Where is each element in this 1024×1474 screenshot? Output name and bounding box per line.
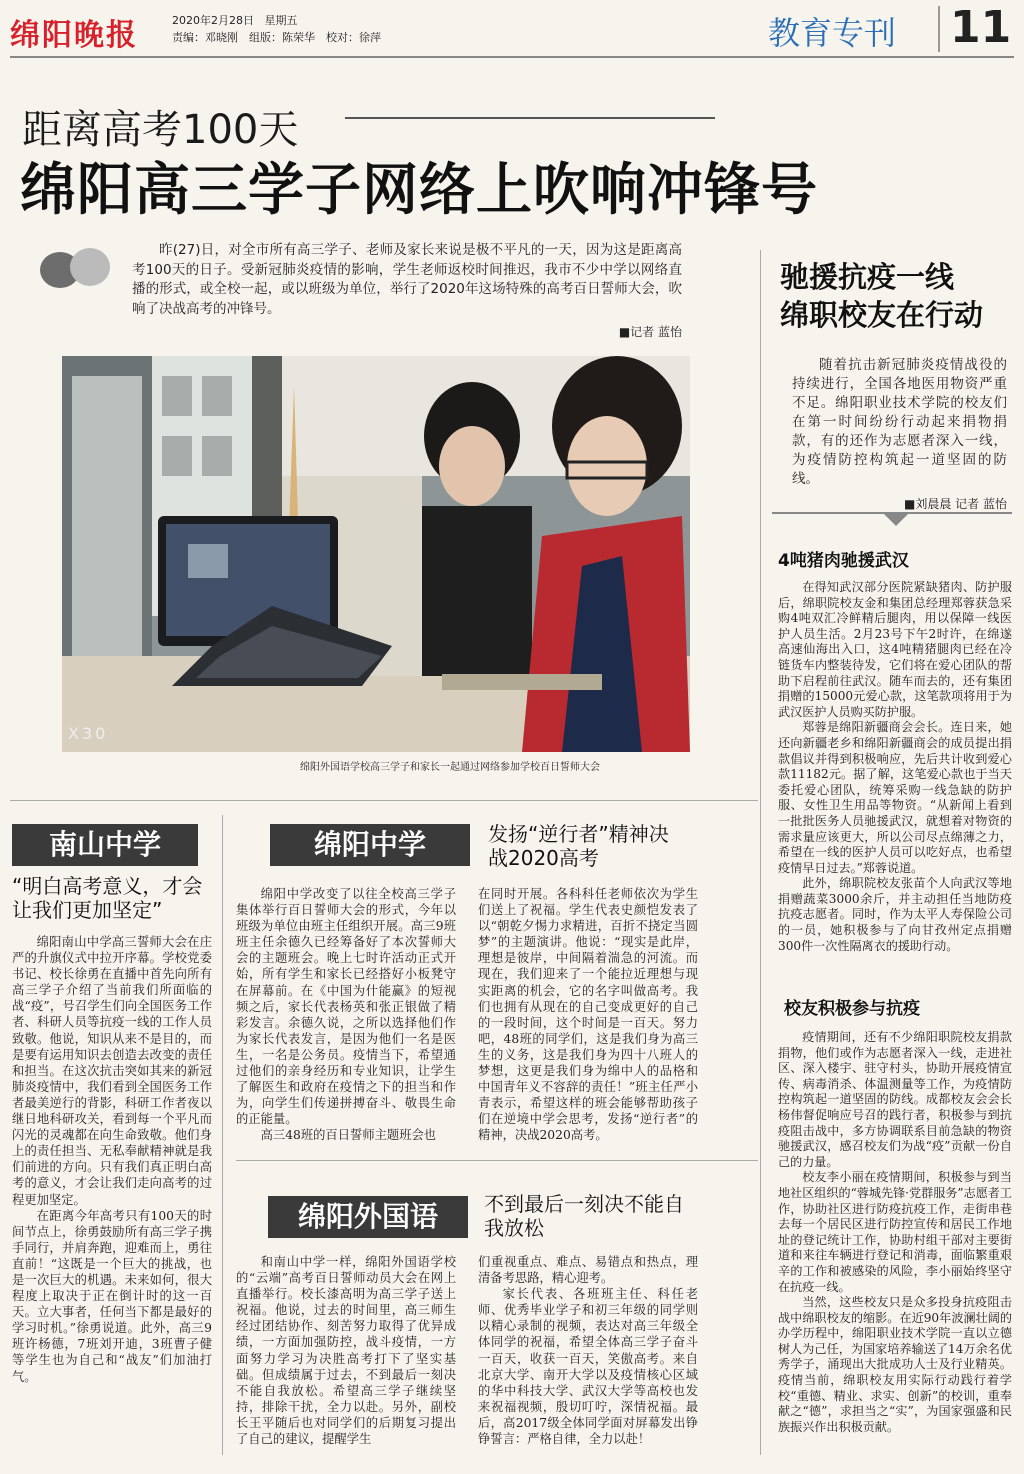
section-divider <box>938 6 940 52</box>
editor-credits: 责编：邓晓刚 组版：陈荣华 校对：徐萍 <box>172 31 381 44</box>
section-name: 教育专刊 <box>768 14 897 52</box>
right-para: 此外，绵职院校友张苗个人向武汉等地捐赠蔬菜3000余斤，并主动担任当地防疫抗疫志愿者。同时，作为太平人寿保险公司的一员，她积极参与了向甘孜州定点捐赠300件一次性隔离衣的援助行动。 <box>778 876 1012 953</box>
nanshan-para: 绵阳南山中学高三誓师大会在庄严的升旗仪式中拉开序幕。学校党委书记、校长徐勇在直播中首先向所有高三学子介绍了当前我们所面临的战“疫”，号召学生们向全国医务工作者、科研人员等抗疫一线的工作人员致敬。他说，知识从来不是目的，而是要有运用知识去创造去改变的责任和担当。在这次抗击突如其来的新冠肺炎疫情中，我们看到全国医务工作者最美逆行的背影，科研工作者夜以继日地科研攻关，看到每一个平凡而闪光的灵魂都在向生命致敬。他们身上的责任担当、无私奉献精神就是我们前进的方向。只有我们真正明白高考的意义，才会让我们走向高考的过程更加坚定。 <box>12 935 212 1207</box>
kicker-rule <box>345 117 715 119</box>
section-rule <box>10 800 758 801</box>
lead-byline: ■记者 蓝怡 <box>618 325 682 339</box>
right-lead-text: 随着抗击新冠肺炎疫情战役的持续进行，全国各地医用物资严重不足。绵阳职业技术学院的校友们在第一时间纷纷行动起来捐物捐款，有的还作为志愿者深入一线，为疫情防控构筑起一道坚固的防线。 <box>792 357 1007 487</box>
mianzhong-para: 绵阳中学改变了以往全校高三学子集体举行百日誓师大会的形式，今年以班级为单位由班主任组织开展。高三9班班主任余德久已经筹备好了本次誓师大会的主题班会。晚上七时许活动正式开始，所有学生和家长已经搭好小板凳守在屏幕前。在《中国为什能赢》的短视频之后，家长代表杨英和张正银做了精彩发言。余德久说，之所以选择他们作为家长代表发言，是因为他们一名是医生，一名是公务员。疫情当下，希望通过他们的亲身经历和专业知识，让学生了解医生和政府在疫情之下的担当和作为，向学生们传递拼搏奋斗、敬畏生命的正能量。 <box>236 887 456 1127</box>
mianzhong-subhead: 发扬“逆行者”精神决战2020高考 <box>488 822 669 870</box>
mianzhong-para: 高三48班的百日誓师主题班会也 <box>260 1128 437 1143</box>
lead-text: 昨(27)日，对全市所有高三学子、老师及家长来说是极不平凡的一天，因为这是距离高考100天的日子。受新冠肺炎疫情的影响，学生老师返校时间推迟，我市不少中学以网络直播的形式，或全校一起，或以班级为单位，举行了2020年这场特殊的高考百日誓师大会，吹响了决战高考的冲锋号。 <box>132 242 682 317</box>
main-photo <box>62 356 690 752</box>
right-headline <box>780 258 983 334</box>
mianzhong-body-b <box>478 886 698 1144</box>
mianzhong-banner: 绵阳中学 <box>270 824 470 866</box>
right-lead <box>792 356 1007 514</box>
column-rule <box>760 250 761 1455</box>
waiguoyu-subhead: 不到最后一刻决不能自我放松 <box>484 1192 684 1240</box>
newspaper-logo: 绵阳晚报 <box>10 18 138 53</box>
nanshan-para: 在距离今年高考只有100天的时间节点上，徐勇鼓励所有高三学子携手同行，并肩奔跑，迎难而上，勇往直前！“这既是一个巨大的挑战，也是一次巨大的机遇。未来如何，很大程度上取决于正在倒计时的这一百天。立大事者，任何当下都是最好的学习时机。”徐勇说道。此外，高三9班许杨德，7班刘开迪，3班曹子健等学生也为自己和“战友”们加油打气。 <box>12 1208 212 1384</box>
waiguoyu-para: 们重视重点、难点、易错点和热点，理清备考思路，精心迎考。 <box>478 1255 698 1286</box>
waiguoyu-para: 和南山中学一样，绵阳外国语学校的“云端”高考百日誓师动员大会在网上直播举行。校长漆高明为高三学子送上祝福。他说，过去的时间里，高三师生经过团结协作、刻苦努力取得了优异成绩，一方面加强防控，战斗疫情，一方面努力学习为决胜高考打下了坚实基础。但成绩属于过去，不到最后一刻决不能自我放松。希望高三学子继续坚持，排除干扰，全力以赴。另外，副校长王平随后也对同学们的后期复习提出了自己的建议，提醒学生 <box>236 1255 456 1447</box>
lead-paragraph <box>132 241 682 343</box>
issue-weekday: 星期五 <box>264 14 298 27</box>
speech-bubble-icon <box>70 248 110 286</box>
waiguoyu-body-a <box>236 1254 456 1447</box>
waiguoyu-body-b <box>478 1254 698 1447</box>
column-rule <box>222 815 223 1455</box>
photo-illustration <box>62 356 690 752</box>
issue-date: 2020年2月28日 <box>172 14 254 27</box>
nanshan-subhead: “明白高考意义，才会让我们更加坚定” <box>12 874 203 922</box>
nanshan-banner: 南山中学 <box>12 824 198 866</box>
right-section-title: 校友积极参与抗疫 <box>784 999 920 1019</box>
page-number: 11 <box>950 2 1012 53</box>
issue-meta <box>172 12 381 46</box>
right-headline-line: 绵职校友在行动 <box>780 298 984 332</box>
photo-caption: 绵阳外国语学校高三学子和家长一起通过网络参加学校百日誓师大会 <box>300 762 600 773</box>
right-headline-line: 驰援抗疫一线 <box>780 260 955 294</box>
nanshan-body <box>12 934 212 1385</box>
right-section2-body <box>778 1030 1012 1435</box>
headline-kicker: 距离高考100天 <box>22 107 299 153</box>
section-rule <box>236 1160 758 1161</box>
right-para: 当然，这些校友只是众多投身抗疫阻击战中绵职校友的缩影。在近90年波澜壮阔的办学历程中，绵阳职业技术学院一直以立德树人为己任，为国家培养输送了14万余名优秀学子，涌现出大批成功人士及行业精英。疫情当前，绵职校友用实际行动践行着学校“重德、精业、求实、创新”的校训，重奉献之“德”，求担当之“实”，为国家强盛和民族振兴作出积极贡献。 <box>778 1295 1012 1434</box>
chevron-down-icon <box>884 514 908 526</box>
right-para: 在得知武汉部分医院紧缺猪肉、防护服后，绵职院校友金和集团总经理郑蓉获急采购4吨双汇冷鲜精后腿肉，用以保障一线医护人员生活。2月23号下午2时许，在绵遂高速仙海出入口，这4吨精猪腿肉已经在冷链货车内整装待发，它们将在爱心团队的帮助下启程前往武汉。随车而去的，还有集团捐赠的15000元爱心款，这笔款项将用于为武汉医护人员购买防护服。 <box>778 580 1012 719</box>
waiguoyu-para: 家长代表、各班班主任、科任老师、优秀毕业学子和初三年级的同学则以精心录制的视频，表达对高三年级全体同学的祝福，希望全体高三学子奋斗一百天，收获一百天，笑傲高考。来自北京大学、南开大学以及疫情核心区域的华中科技大学、武汉大学等高校也发来祝福视频，殷切叮咛，深情祝福。最后，高2017级全体同学面对屏幕发出铮铮誓言：严格自律，全力以赴！ <box>478 1287 698 1447</box>
right-section-title: 4吨猪肉驰援武汉 <box>778 551 909 571</box>
mianzhong-body-a <box>236 886 456 1144</box>
right-para: 校友李小丽在疫情期间，积极参与到当地社区组织的“蓉城先锋·党群服务”志愿者工作，协助社区进行防疫抗疫工作，走街串巷去每一个居民区进行防控宣传和居民工作地址的登记统计工作，协助村组干部对主要街道和来往车辆进行登记和消毒，面临繁重艰辛的工作和被感染的风险，李小丽始终坚守在抗疫一线。 <box>778 1170 1012 1294</box>
mianzhong-para: 在同时开展。各科科任老师依次为学生们送上了祝福。学生代表史颜恺发表了以“朝乾夕惕力求精进，百折不挠定当圆梦”的主题演讲。他说：“现实是此岸，理想是彼岸，中间隔着湍急的河流。而现在，我们迎来了一个能拉近理想与现实距离的机会，它的名字叫做高考。我们也拥有从现在的自己变成更好的自己的一段时间，这个时间是一百天。努力吧，48班的同学们，这是我们身为高三生的义务，这是我们身为四十八班人的梦想，这更是我们身为绵中人的品格和中国青年义不容辞的责任！”班主任严小青表示，希望这样的班会能够帮助孩子们在逆境中学会思考，发扬“逆行者”的精神，决战2020高考。 <box>478 887 698 1143</box>
headline-title: 绵阳高三学子网络上吹响冲锋号 <box>20 158 818 223</box>
right-para: 郑蓉是绵阳新疆商会会长。连日来，她还向新疆老乡和绵阳新疆商会的成员提出捐款倡议并得到积极响应，先后共计收到爱心款11182元。据了解，这笔爱心款也于当天委托爱心团队，统筹采购一线急缺的防护服、女性卫生用品等物资。“从新闻上看到一批批医务人员驰援武汉，就想着对物资的需求量应该更大，所以公司尽点绵薄之力，希望在一线的医护人员可以吃好点，也希望疫情早日过去。”郑蓉说道。 <box>778 720 1012 875</box>
right-para: 疫情期间，还有不少绵阳职院校友捐款捐物，他们或作为志愿者深入一线，走进社区、深入楼宇、驻守村头，协助开展疫情宣传、病毒消杀、体温测量等工作，为疫情防控构筑起一道坚固的防线。成都校友会会长杨伟督促响应号召的践行者，积极参与到抗疫阻击战中，多方协调联系目前急缺的物资驰援武汉，感召校友们为战“疫”贡献一份自己的力量。 <box>778 1030 1012 1169</box>
waiguoyu-banner: 绵阳外国语 <box>268 1196 468 1238</box>
camera-watermark: X30 <box>68 724 109 743</box>
right-byline: ■刘晨晨 记者 蓝怡 <box>904 497 1007 511</box>
right-section1-body <box>778 580 1012 954</box>
masthead-rule <box>10 56 1014 58</box>
